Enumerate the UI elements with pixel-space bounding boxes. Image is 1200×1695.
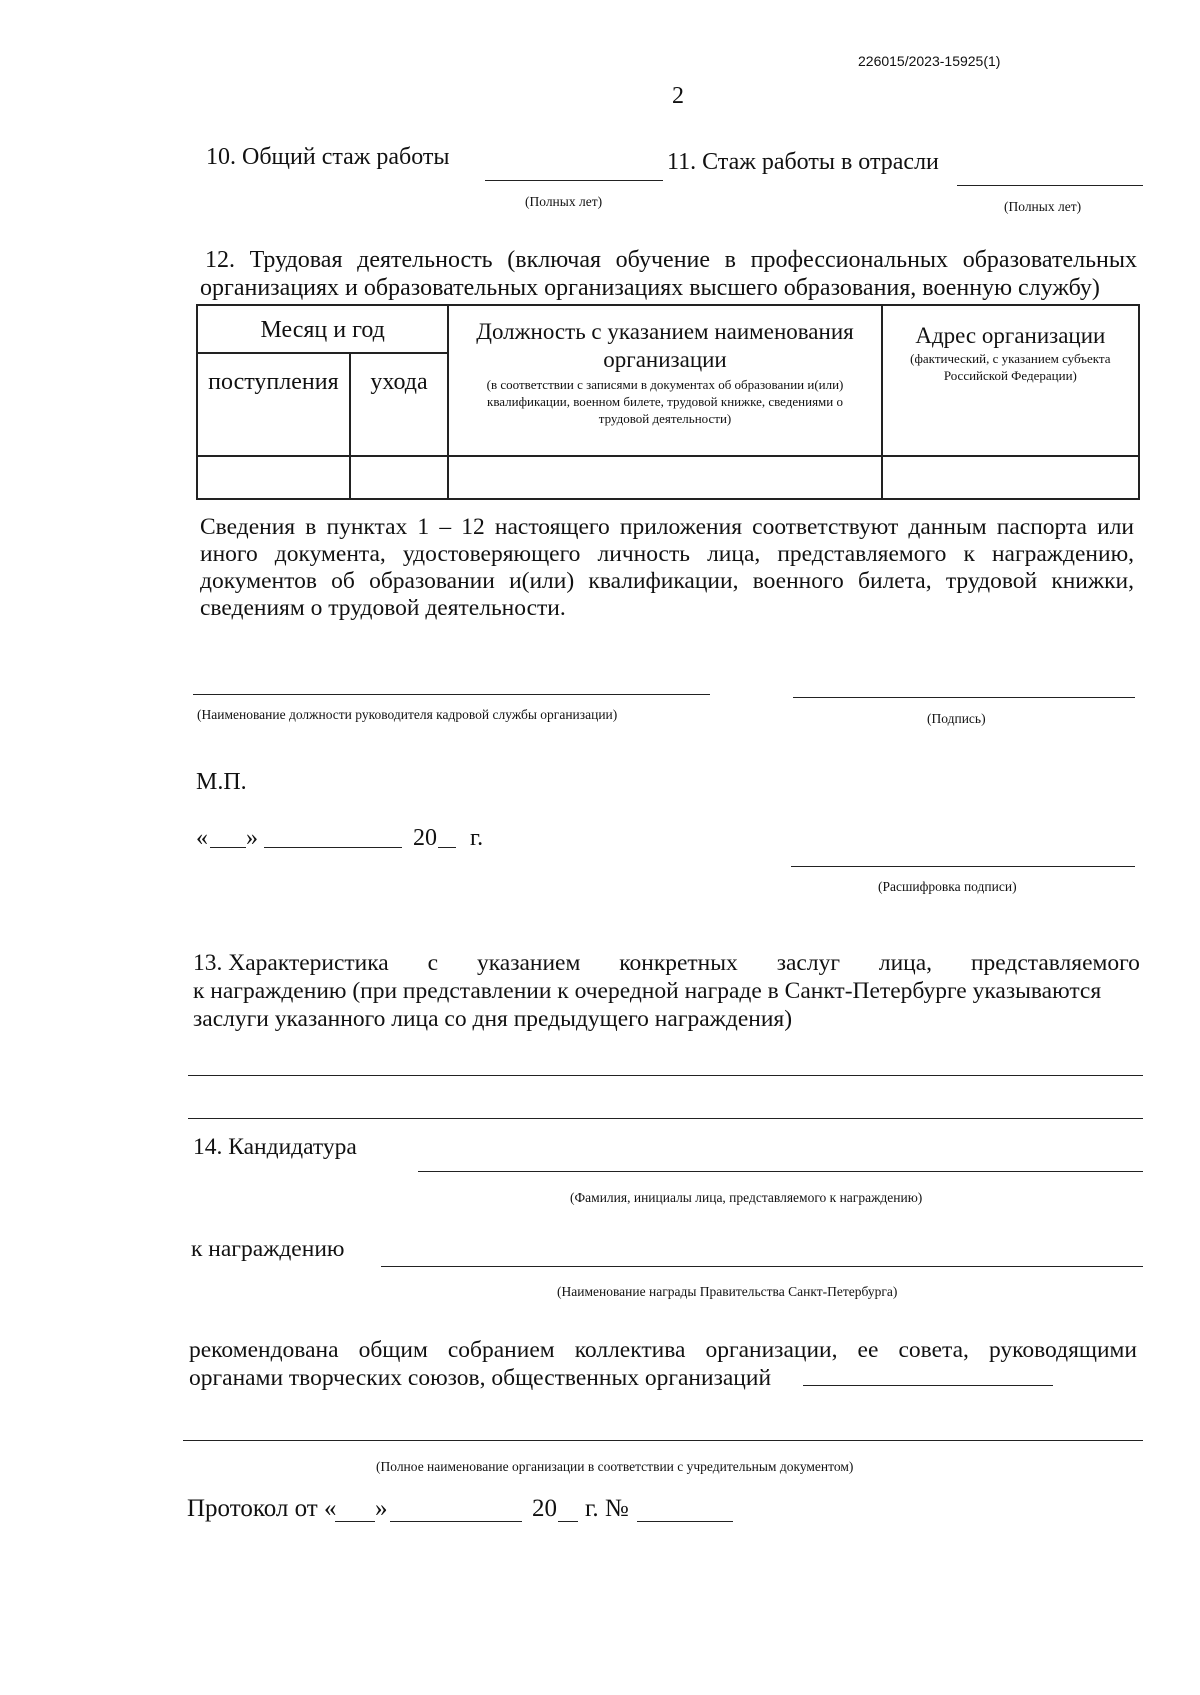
item13-word: с xyxy=(427,950,439,976)
document-number: 226015/2023-15925(1) xyxy=(858,53,1001,69)
item11-field-line[interactable] xyxy=(957,185,1143,186)
address-header: Адрес организации (фактический, с указанием субъекта Российской Федерации) xyxy=(882,305,1139,456)
protocol-number-line[interactable] xyxy=(637,1521,733,1522)
date-year-suffix: г. xyxy=(470,825,484,851)
item14-label: 14. Кандидатура xyxy=(193,1134,357,1160)
protocol-month-line[interactable] xyxy=(390,1521,522,1522)
end-header: ухода xyxy=(350,353,449,456)
award-name-line[interactable] xyxy=(381,1266,1143,1267)
page-number: 2 xyxy=(672,83,684,109)
position-header: Должность с указанием наименования организации (в соответствии с записями в документах об образовании и(или) квалификации, военном билете, трудовой книжке, сведениями о трудовой деятельности) xyxy=(448,305,881,456)
date-month-line[interactable] xyxy=(264,847,402,848)
end-cell[interactable] xyxy=(350,456,449,499)
item13-word: заслуг xyxy=(776,950,840,976)
item10-field-line[interactable] xyxy=(485,180,663,181)
protocol-close-quote: » xyxy=(375,1495,388,1522)
item13-word: конкретных xyxy=(619,950,738,976)
confirmation-text: Сведения в пунктах 1 – 12 настоящего приложения соответствуют данным паспорта или иного документа, удостоверяющего личность лица, представляемого к награждению, документов об образовании и(или) квалификации, военного билета, трудовой книжки, сведениям о трудовой деятельности. xyxy=(200,514,1134,621)
protocol-year-prefix: 20 xyxy=(532,1495,557,1522)
address-cell[interactable] xyxy=(882,456,1139,499)
hr-position-hint: (Наименование должности руководителя кадровой службы организации) xyxy=(197,707,618,722)
item13-field-line-1[interactable] xyxy=(188,1075,1143,1076)
item12-heading-line1: 12. Трудовая деятельность (включая обучение в профессиональных образовательных xyxy=(205,247,1137,273)
date-close-quote: » xyxy=(246,825,258,851)
date-open-quote: « xyxy=(196,825,208,851)
item10-label: 10. Общий стаж работы xyxy=(206,144,450,170)
org-name-hint: (Полное наименование организации в соответствии с учредительным документом) xyxy=(376,1459,854,1474)
candidate-name-line[interactable] xyxy=(418,1171,1143,1172)
award-label: к награждению xyxy=(191,1236,345,1262)
date-year-prefix: 20 xyxy=(413,825,437,851)
item12-heading-line2: организациях и образовательных организациях высшего образования, военную службу) xyxy=(200,275,1100,301)
award-name-hint: (Наименование награды Правительства Санкт-Петербурга) xyxy=(557,1284,898,1299)
hr-position-line[interactable] xyxy=(193,694,710,695)
item13-line3: заслуги указанного лица со дня предыдущего награждения) xyxy=(193,1006,793,1032)
item13-word: 13. Характеристика xyxy=(193,950,389,976)
item13-line1 xyxy=(193,949,1140,977)
item13-word: представляемого xyxy=(970,950,1140,976)
item13-word: лица, xyxy=(878,950,933,976)
protocol-day-line[interactable] xyxy=(335,1521,375,1522)
stamp-label: М.П. xyxy=(196,769,247,795)
item11-hint: (Полных лет) xyxy=(1004,199,1082,214)
item13-line2: к награждению (при представлении к очередной награде в Санкт-Петербурге указываются xyxy=(193,978,1102,1004)
date-year-line[interactable] xyxy=(438,847,456,848)
signature-decode-line[interactable] xyxy=(791,866,1135,867)
protocol-year-line[interactable] xyxy=(558,1521,578,1522)
org-name-line[interactable] xyxy=(183,1440,1143,1441)
signature-line[interactable] xyxy=(793,697,1135,698)
month-year-header: Месяц и год xyxy=(197,305,448,353)
signature-decode-hint: (Расшифровка подписи) xyxy=(878,879,1017,894)
protocol-label: Протокол от « xyxy=(187,1495,337,1522)
start-header: поступления xyxy=(197,353,350,456)
start-cell[interactable] xyxy=(197,456,350,499)
date-day-line[interactable] xyxy=(210,847,246,848)
item13-word: указанием xyxy=(476,950,581,976)
position-cell[interactable] xyxy=(448,456,881,499)
recommend-line2: органами творческих союзов, общественных организаций xyxy=(189,1365,772,1391)
signature-hint: (Подпись) xyxy=(927,711,986,726)
recommend-line1: рекомендована общим собранием коллектива организации, ее совета, руководящими xyxy=(189,1337,1137,1363)
protocol-number-label: г. № xyxy=(585,1495,629,1522)
item10-hint: (Полных лет) xyxy=(525,194,603,209)
candidate-name-hint: (Фамилия, инициалы лица, представляемого к награждению) xyxy=(570,1190,923,1205)
item11-label: 11. Стаж работы в отрасли xyxy=(667,149,939,175)
recommend-org-short-line[interactable] xyxy=(803,1385,1053,1386)
work-history-table xyxy=(196,304,1140,500)
item13-field-line-2[interactable] xyxy=(188,1118,1143,1119)
